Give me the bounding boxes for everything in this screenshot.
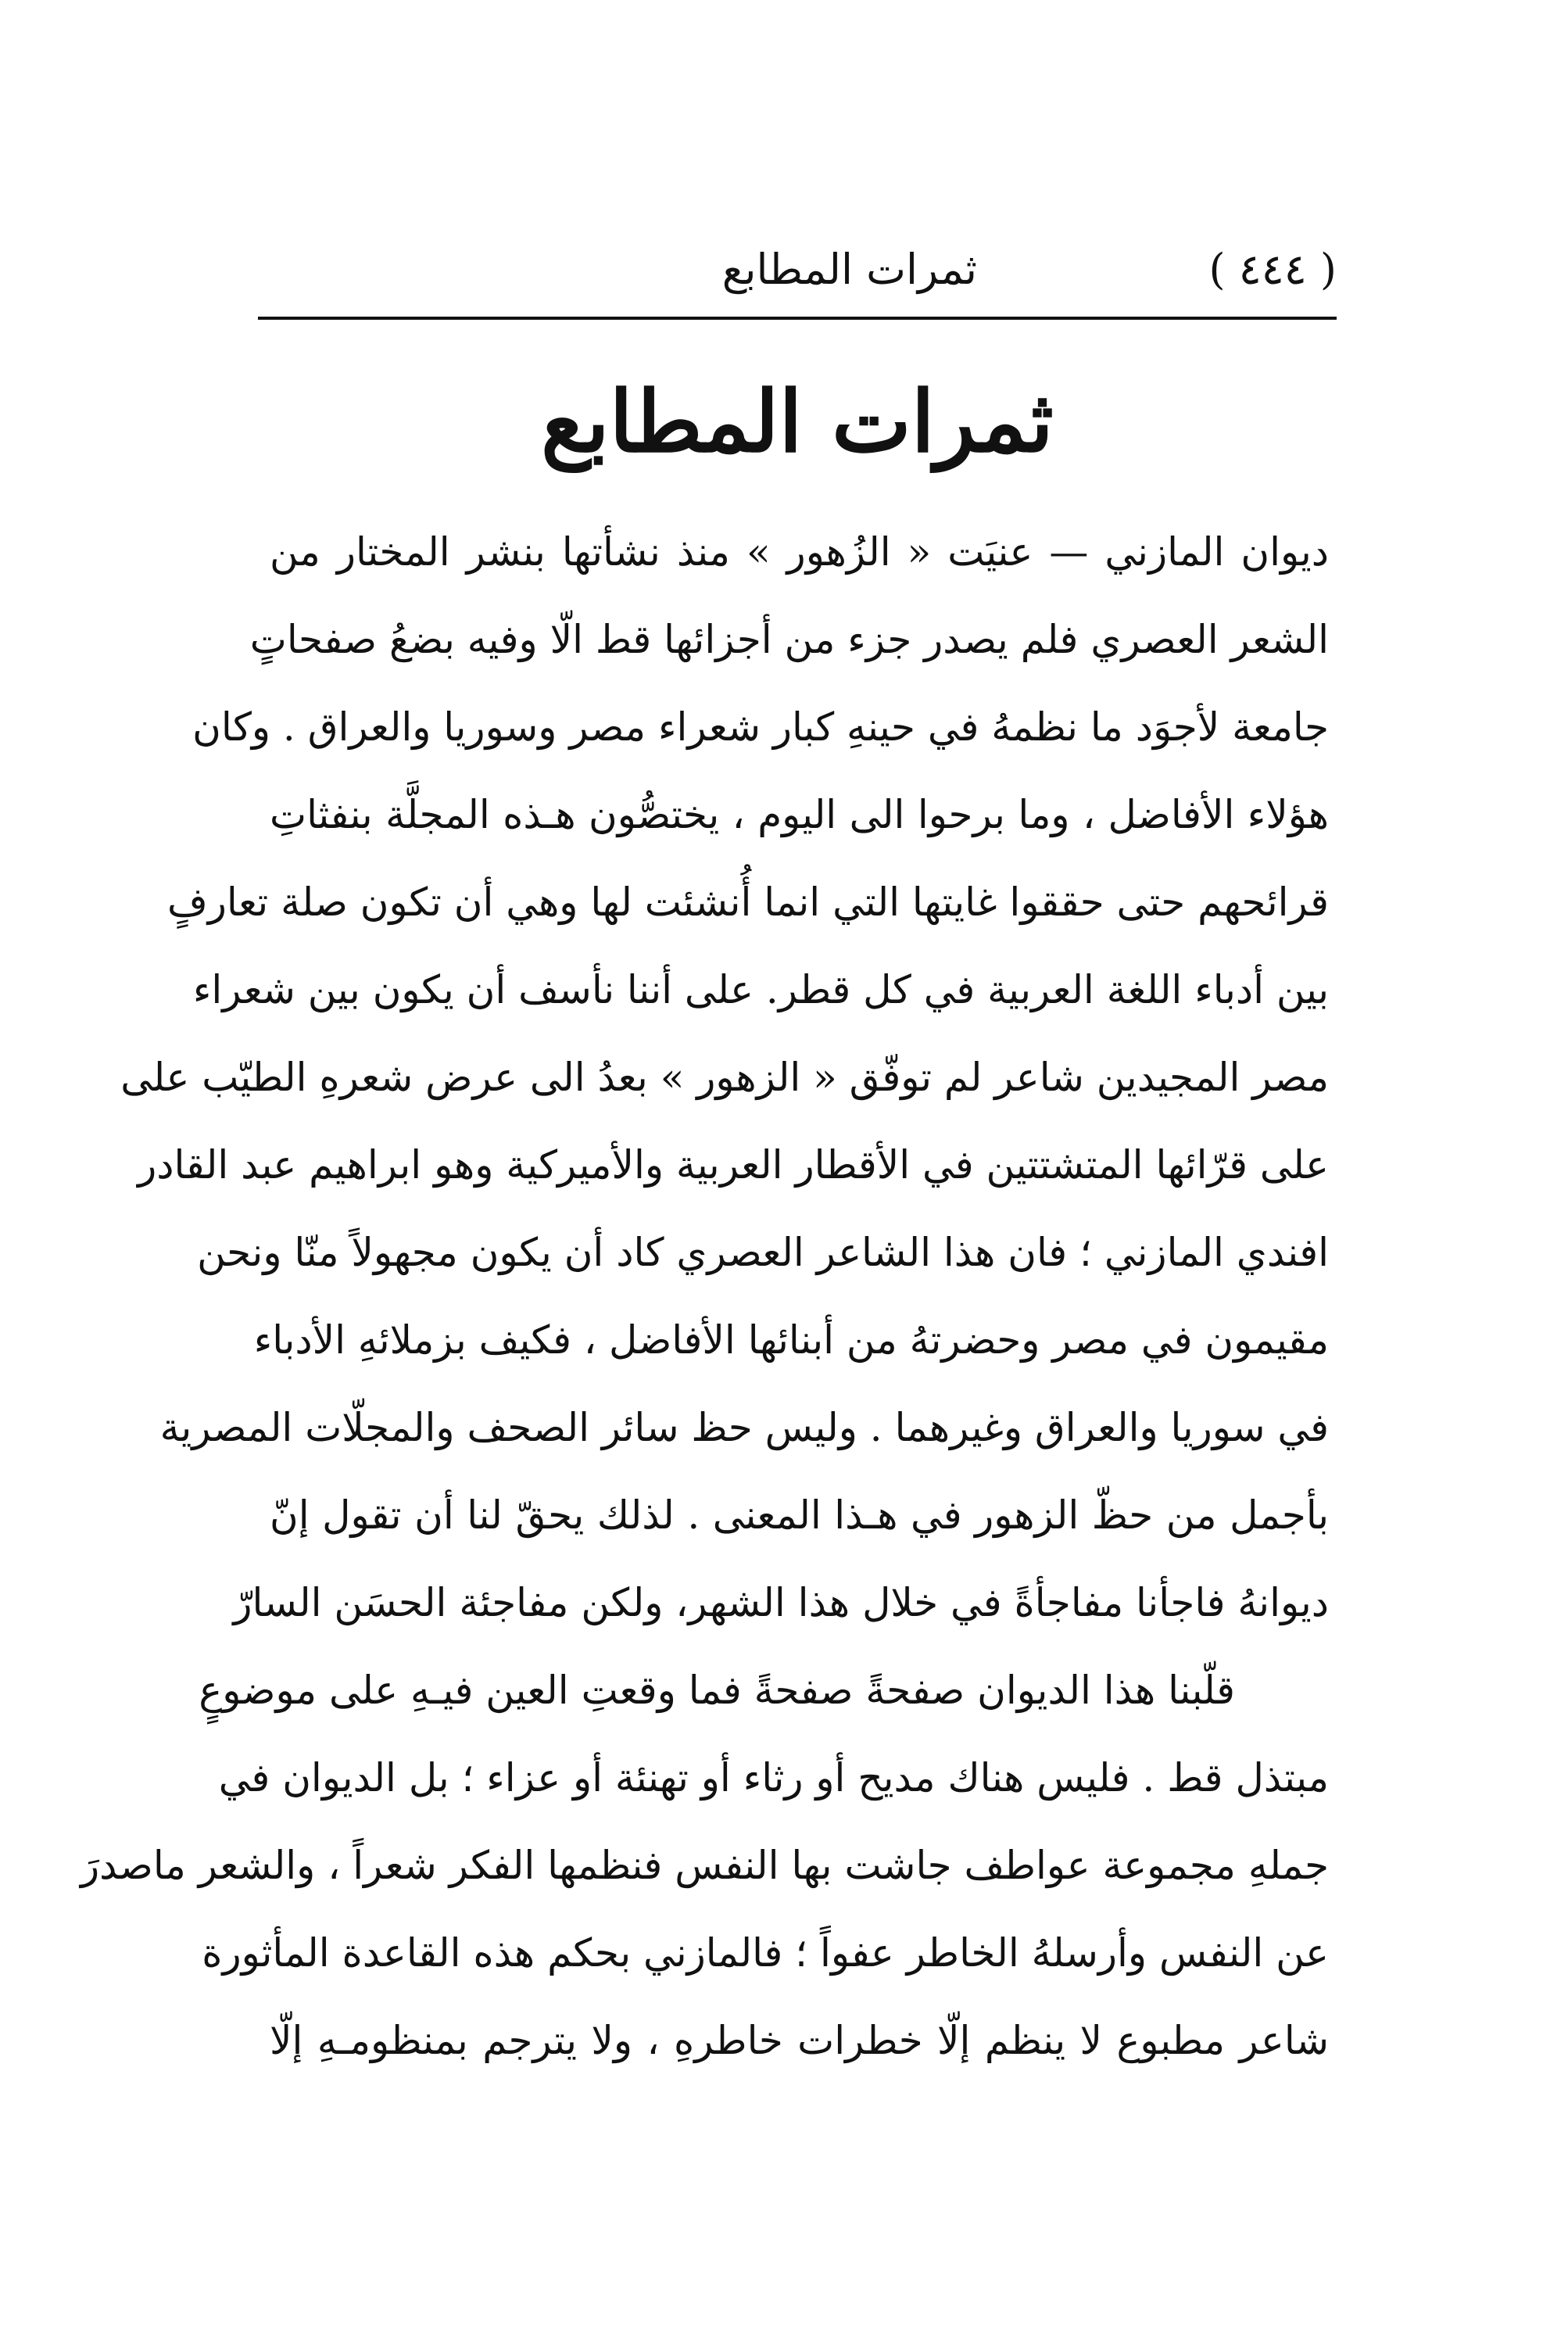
text-line: عن النفس وأرسلهُ الخاطر عفواً ؛ فالمازني بحكم هذه القاعدة المأثورة	[202, 1930, 1329, 1976]
text-line: في سوريا والعراق وغيرهما . وليس حظ سائر الصحف والمجلّات المصرية	[159, 1405, 1329, 1450]
running-title: ثمرات المطابع	[721, 245, 977, 294]
section-title: ثمرات المطابع	[541, 373, 1054, 471]
text-line: افندي المازني ؛ فان هذا الشاعر العصري كاد أن يكون مجهولاً منّا ونحن	[197, 1230, 1329, 1275]
body-text	[80, 508, 1329, 2084]
text-line: هؤلاء الأفاضل ، وما برحوا الى اليوم ، يختصُّون هـذه المجلَّة بنفثاتِ	[270, 792, 1329, 837]
text-line: على قرّائها المتشتتين في الأقطار العربية والأميركية وهو ابراهيم عبد القادر	[138, 1142, 1329, 1188]
text-line: ديوان المازني — عنيَت « الزُهور » منذ نشأتها بنشر المختار من	[270, 529, 1329, 575]
header-rule	[258, 317, 1337, 320]
text-line: الشعر العصري فلم يصدر جزء من أجزائها قط الّا وفيه بضعُ صفحاتٍ	[249, 617, 1329, 662]
page-number: ( ٤٤٤ )	[1208, 245, 1337, 294]
text-line: جملهِ مجموعة عواطف جاشت بها النفس فنظمها الفكر شعراً ، والشعر ماصدرَ	[80, 1843, 1329, 1888]
text-line: مقيمون في مصر وحضرتهُ من أبنائها الأفاضل ، فكيف بزملائهِ الأدباء	[253, 1317, 1329, 1363]
text-line: جامعة لأجوَد ما نظمهُ في حينهِ كبار شعراء مصر وسوريا والعراق . وكان	[192, 704, 1329, 750]
text-line: قلّبنا هذا الديوان صفحةً صفحةً فما وقعتِ العين فيـهِ على موضوعٍ	[199, 1668, 1235, 1713]
text-line: بين أدباء اللغة العربية في كل قطر. على أننا نأسف أن يكون بين شعراء	[192, 967, 1329, 1012]
running-header	[258, 235, 1337, 305]
text-line: مصر المجيدين شاعر لم توفّق « الزهور » بعدُ الى عرض شعرهِ الطيّب على	[120, 1055, 1329, 1100]
text-line: ديوانهُ فاجأنا مفاجأةً في خلال هذا الشهر، ولكن مفاجئة الحسَن السارّ	[233, 1580, 1329, 1625]
text-line: قرائحهم حتى حققوا غايتها التي انما أُنشئت لها وهي أن تكون صلة تعارفٍ	[166, 880, 1329, 925]
text-line: شاعر مطبوع لا ينظم إلّا خطرات خاطرهِ ، ولا يترجم بمنظومـهِ إلّا	[270, 2018, 1329, 2063]
text-line: بأجمل من حظّ الزهور في هـذا المعنى . لذلك يحقّ لنا أن تقول إنّ	[270, 1492, 1329, 1538]
text-line: مبتذل قط . فليس هناك مديح أو رثاء أو تهنئة أو عزاء ؛ بل الديوان في	[218, 1755, 1329, 1800]
